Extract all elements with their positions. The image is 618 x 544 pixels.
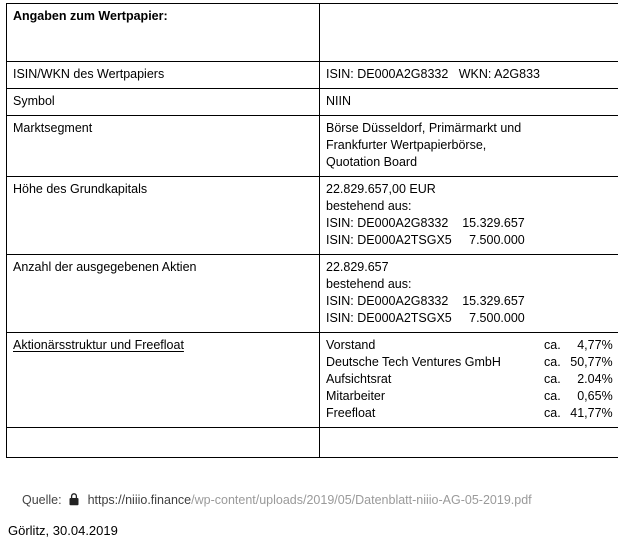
- table-cell-title-value: [320, 4, 618, 62]
- shareholder-approx: ca.: [544, 406, 561, 420]
- table-cell-blank-label: [7, 428, 320, 458]
- value-line: 22.829.657: [326, 260, 389, 274]
- shareholder-name: Freefloat: [326, 406, 376, 420]
- value-line: bestehend aus:: [326, 277, 412, 291]
- table-row-title: [7, 4, 618, 62]
- shareholder-pct-group: [544, 337, 618, 354]
- shareholder-pct-group: [544, 405, 618, 422]
- shareholder-structure-label: Aktionärsstruktur und Freefloat: [13, 338, 184, 352]
- table-row: [7, 89, 618, 116]
- source-line: [22, 493, 532, 509]
- shareholder-pct-group: [544, 354, 618, 371]
- table-cell-value: [320, 89, 618, 116]
- shareholder-entry: [326, 337, 618, 354]
- table-row-blank: [7, 428, 618, 458]
- shareholder-entry: [326, 354, 618, 371]
- shareholder-pct: 0,65%: [577, 389, 613, 403]
- shareholder-name: Deutsche Tech Ventures GmbH: [326, 355, 501, 369]
- value-line: Börse Düsseldorf, Primärmarkt und: [326, 121, 522, 135]
- shareholder-approx: ca.: [544, 389, 561, 403]
- shareholder-entry: [326, 371, 618, 388]
- shareholder-name: Vorstand: [326, 338, 376, 352]
- table-cell-label: [7, 333, 320, 428]
- shareholder-name: Aufsichtsrat: [326, 372, 392, 386]
- table-cell-label: Anzahl der ausgegebenen Aktien: [7, 255, 320, 333]
- value-line: 22.829.657,00 EUR: [326, 182, 436, 196]
- table-row: [7, 116, 618, 177]
- source-url-domain[interactable]: https://niiio.finance: [87, 493, 192, 507]
- shareholder-pct-group: [544, 371, 618, 388]
- table-cell-title-label: Angaben zum Wertpapier:: [7, 4, 320, 62]
- value-line: Frankfurter Wertpapierbörse,: [326, 138, 487, 152]
- shareholder-entry: [326, 388, 618, 405]
- value-line: NIIN: [326, 94, 351, 108]
- shareholder-name: Mitarbeiter: [326, 389, 386, 403]
- value-line: ISIN: DE000A2G8332 15.329.657: [326, 294, 525, 308]
- table-row: [7, 255, 618, 333]
- shareholder-pct: 50,77%: [570, 355, 613, 369]
- source-label: Quelle:: [22, 493, 62, 507]
- table-cell-value: [320, 116, 618, 177]
- table-cell-shareholder-values: [320, 333, 618, 428]
- shareholder-pct-group: [544, 388, 618, 405]
- shareholder-pct: 2.04%: [577, 372, 613, 386]
- source-url-path[interactable]: /wp-content/uploads/2019/05/Datenblatt-niiio-AG-05-2019.pdf: [191, 493, 532, 507]
- value-line: bestehend aus:: [326, 199, 412, 213]
- security-info-table: [6, 3, 618, 458]
- shareholder-approx: ca.: [544, 372, 561, 386]
- value-line: ISIN: DE000A2TSGX5 7.500.000: [326, 233, 525, 247]
- table-row-shareholder-structure: [7, 333, 618, 428]
- value-line: ISIN: DE000A2TSGX5 7.500.000: [326, 311, 525, 325]
- lock-icon: [69, 493, 79, 509]
- shareholder-pct: 41,77%: [570, 406, 613, 420]
- value-line: ISIN: DE000A2G8332 WKN: A2G833: [326, 67, 541, 81]
- table-cell-value: [320, 255, 618, 333]
- footer-date: Görlitz, 30.04.2019: [8, 523, 118, 538]
- shareholder-approx: ca.: [544, 355, 561, 369]
- shareholder-entry: [326, 405, 618, 422]
- table-cell-label: Marktsegment: [7, 116, 320, 177]
- table-cell-value: [320, 62, 618, 89]
- shareholder-pct: 4,77%: [577, 338, 613, 352]
- table-cell-label: ISIN/WKN des Wertpapiers: [7, 62, 320, 89]
- table-cell-value: [320, 177, 618, 255]
- table-cell-label: Symbol: [7, 89, 320, 116]
- table-row: [7, 62, 618, 89]
- shareholder-approx: ca.: [544, 338, 561, 352]
- value-line: Quotation Board: [326, 155, 418, 169]
- table-row: [7, 177, 618, 255]
- value-line: ISIN: DE000A2G8332 15.329.657: [326, 216, 525, 230]
- table-cell-label: Höhe des Grundkapitals: [7, 177, 320, 255]
- table-cell-blank-value: [320, 428, 618, 458]
